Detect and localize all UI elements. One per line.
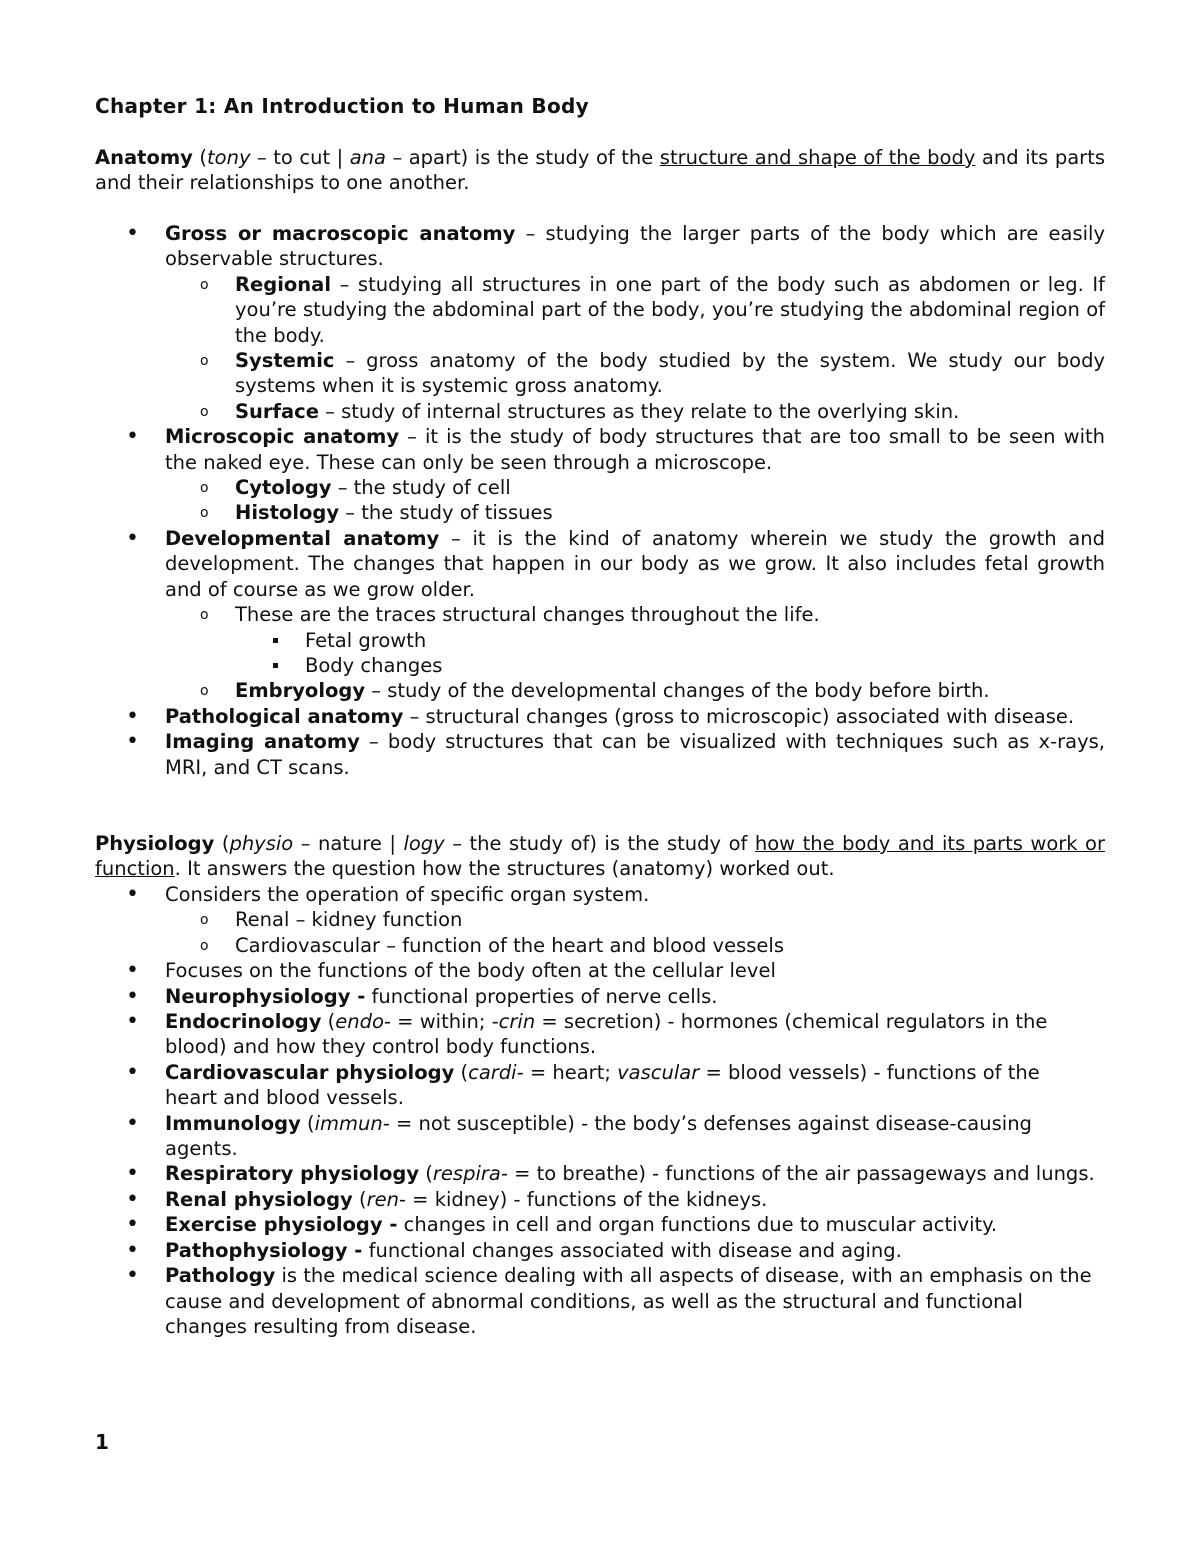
anatomy-term: Anatomy <box>95 146 193 169</box>
list-item: • Respiratory physiology (respira- = to breathe) - functions of the air passageways and lungs. <box>95 1161 1095 1186</box>
list-item: • Gross or macroscopic anatomy – studying the larger parts of the body which are easily observable structures. <box>95 221 1105 272</box>
anatomy-definition: Anatomy (tony – to cut | ana – apart) is the study of the structure and shape of the body and its parts and their relationships to one another. <box>95 146 1105 195</box>
physiology-section <box>95 831 1105 882</box>
list-item: • Endocrinology (endo- = within; -crin = secretion) - hormones (chemical regulators in the blood) and how they control body functions. <box>95 1009 1095 1060</box>
list-item: o Surface – study of internal structures as they relate to the overlying skin. <box>95 399 1105 424</box>
list-item: • Imaging anatomy – body structures that can be visualized with techniques such as x-rays, MRI, and CT scans. <box>95 729 1105 780</box>
list-item: • Focuses on the functions of the body often at the cellular level <box>95 958 1095 983</box>
list-item: Fetal growth <box>95 628 1105 653</box>
page-number: 1 <box>95 1430 109 1454</box>
physiology-list <box>95 882 1095 1339</box>
list-item: o Regional – studying all structures in one part of the body such as abdomen or leg. If you’re studying the abdominal part of the body, you’re studying the abdominal region of the body. <box>95 272 1105 348</box>
physiology-underlined: how the body and its parts work or function <box>95 832 1105 881</box>
list-item: • Renal physiology (ren- = kidney) - functions of the kidneys. <box>95 1187 1095 1212</box>
list-item: • Considers the operation of specific organ system. <box>95 882 1095 907</box>
list-item: • Pathology is the medical science dealing with all aspects of disease, with an emphasis on the cause and development of abnormal conditions, as well as the structural and functional changes resulting from disease. <box>95 1263 1095 1339</box>
list-item: • Developmental anatomy – it is the kind of anatomy wherein we study the growth and development. The changes that happen in our body as we grow. It also includes fetal growth and of course as we grow older. <box>95 526 1105 602</box>
list-item: o Renal – kidney function <box>95 907 1095 932</box>
list-item: • Pathological anatomy – structural changes (gross to microscopic) associated with disease. <box>95 704 1105 729</box>
physiology-definition: Physiology (physio – nature | logy – the study of) is the study of how the body and its parts work or function. It answers the question how the structures (anatomy) worked out. <box>95 832 1105 881</box>
chapter-title: Chapter 1: An Introduction to Human Body <box>95 94 589 118</box>
list-item: o Cytology – the study of cell <box>95 475 1105 500</box>
list-item: o Cardiovascular – function of the heart and blood vessels <box>95 933 1095 958</box>
list-item: o Embryology – study of the developmental changes of the body before birth. <box>95 678 1105 703</box>
list-item: • Cardiovascular physiology (cardi- = heart; vascular = blood vessels) - functions of the heart and blood vessels. <box>95 1060 1095 1111</box>
anatomy-section <box>95 145 1105 196</box>
anatomy-list <box>95 221 1105 780</box>
anatomy-underlined: structure and shape of the body <box>659 146 976 169</box>
physiology-term: Physiology <box>95 832 215 855</box>
list-item: • Microscopic anatomy – it is the study of body structures that are too small to be seen with the naked eye. These can only be seen through a microscope. <box>95 424 1105 475</box>
list-item: o Histology – the study of tissues <box>95 500 1105 525</box>
list-item: • Immunology (immun- = not susceptible) - the body’s defenses against disease-causing agents. <box>95 1111 1095 1162</box>
list-item: o These are the traces structural changes throughout the life. <box>95 602 1105 627</box>
list-item: • Neurophysiology - functional properties of nerve cells. <box>95 984 1095 1009</box>
list-item: Body changes <box>95 653 1105 678</box>
list-item: • Pathophysiology - functional changes associated with disease and aging. <box>95 1238 1095 1263</box>
list-item: • Exercise physiology - changes in cell and organ functions due to muscular activity. <box>95 1212 1095 1237</box>
list-item: o Systemic – gross anatomy of the body studied by the system. We study our body systems when it is systemic gross anatomy. <box>95 348 1105 399</box>
